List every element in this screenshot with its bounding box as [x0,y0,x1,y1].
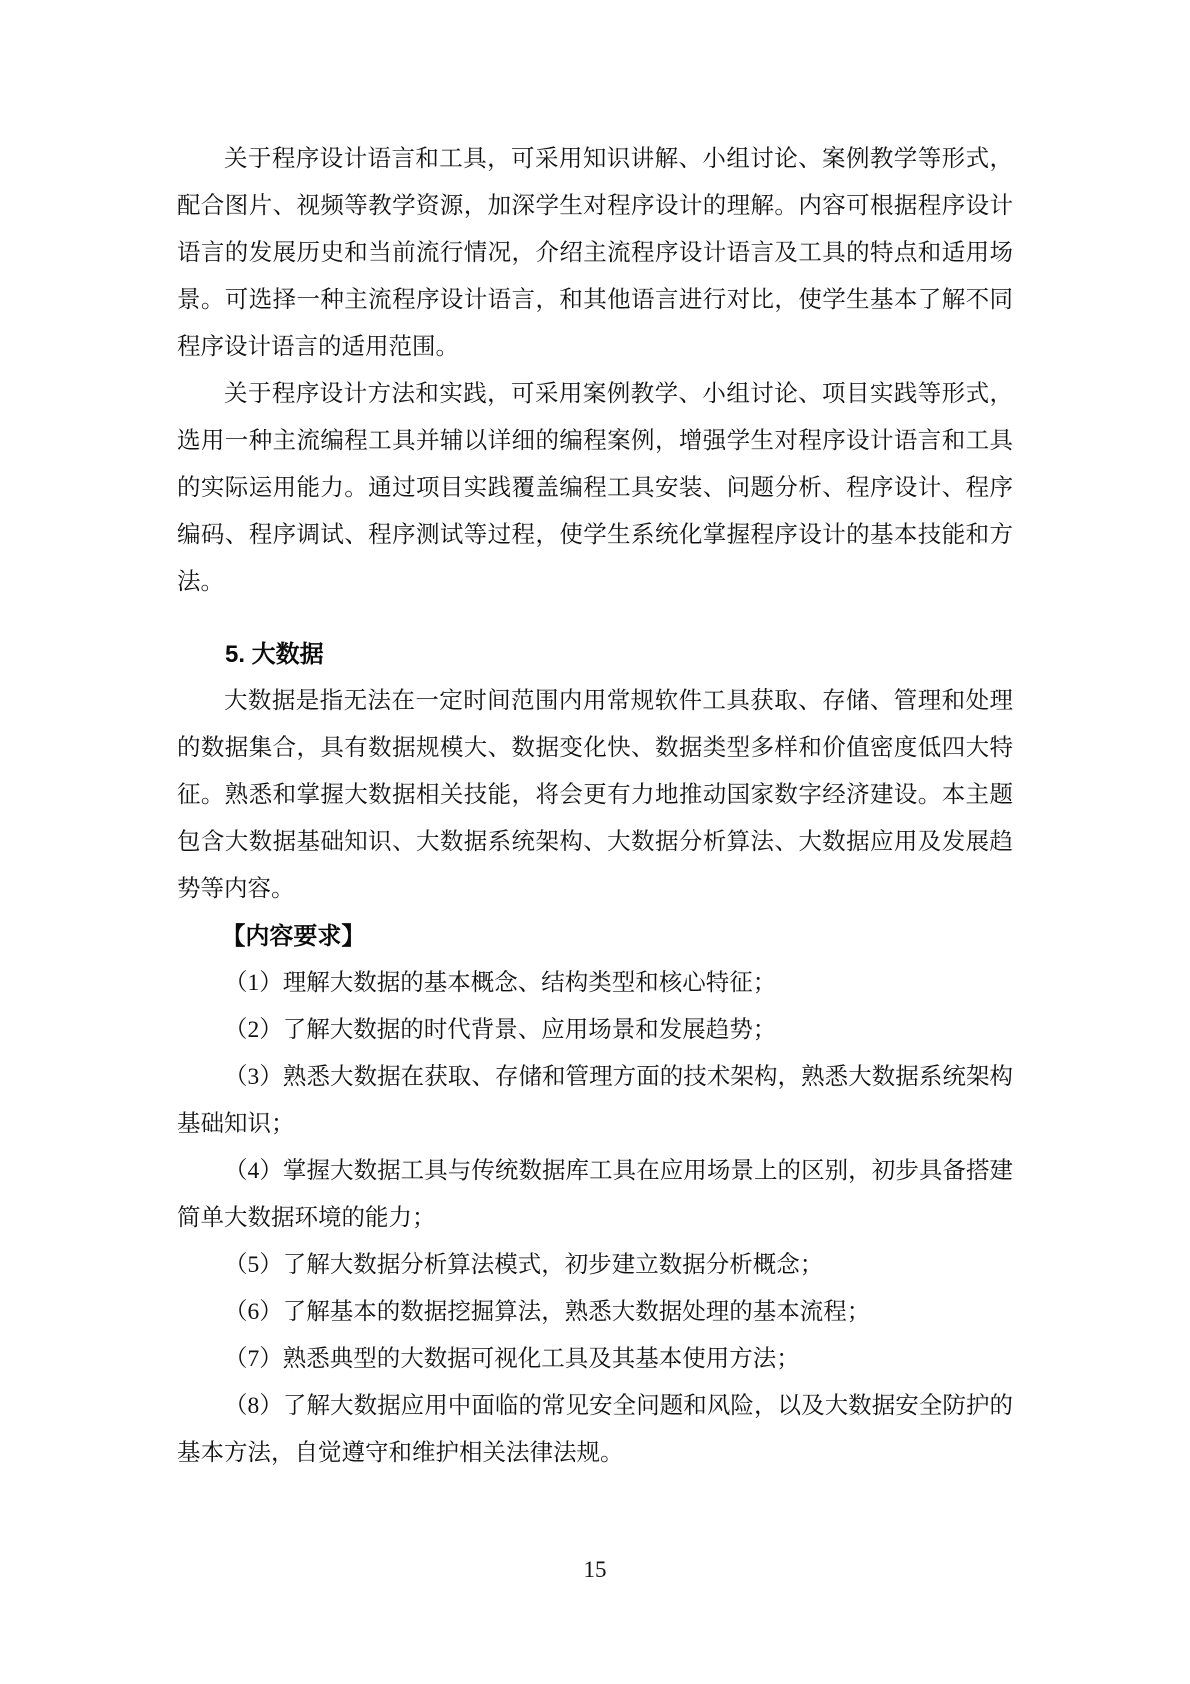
paragraph-big-data-intro: 大数据是指无法在一定时间范围内用常规软件工具获取、存储、管理和处理的数据集合，具有数据规模大、数据变化快、数据类型多样和价值密度低四大特征。熟悉和掌握大数据相关技能，将会更有力地推动国家数字经济建设。本主题包含大数据基础知识、大数据系统架构、大数据分析算法、大数据应用及发展趋势等内容。 [177,688,1013,902]
requirement-item-5: （5）了解大数据分析算法模式，初步建立数据分析概念； [224,1252,824,1278]
requirement-item-2: （2）了解大数据的时代背景、应用场景和发展趋势； [224,1017,777,1043]
section-heading-big-data: 5. 大数据 [225,641,324,668]
requirement-item-7: （7）熟悉典型的大数据可视化工具及其基本使用方法； [224,1346,800,1372]
requirement-item-3: （3）熟悉大数据在获取、存储和管理方面的技术架构，熟悉大数据系统架构基础知识； [177,1064,1013,1137]
requirement-item-1: （1）理解大数据的基本概念、结构类型和核心特征； [224,970,777,996]
requirement-item-6: （6）了解基本的数据挖掘算法，熟悉大数据处理的基本流程； [224,1299,871,1325]
paragraph-programming-methods-practice: 关于程序设计方法和实践，可采用案例教学、小组讨论、项目实践等形式，选用一种主流编程工具并辅以详细的编程案例，增强学生对程序设计语言和工具的实际运用能力。通过项目实践覆盖编程工具安装、问题分析、程序设计、程序编码、程序调试、程序测试等过程，使学生系统化掌握程序设计的基本技能和方法。 [177,381,1013,595]
page-number: 15 [583,1557,607,1582]
paragraph-programming-languages-tools: 关于程序设计语言和工具，可采用知识讲解、小组讨论、案例教学等形式，配合图片、视频等教学资源，加深学生对程序设计的理解。内容可根据程序设计语言的发展历史和当前流行情况，介绍主流程序设计语言及工具的特点和适用场景。可选择一种主流程序设计语言，和其他语言进行对比，使学生基本了解不同程序设计语言的适用范围。 [177,146,1013,360]
page-content [177,136,1013,1477]
requirement-item-8: （8）了解大数据应用中面临的常见安全问题和风险，以及大数据安全防护的基本方法，自觉遵守和维护相关法律法规。 [177,1393,1013,1466]
content-requirements-heading: 【内容要求】 [221,923,366,950]
requirement-item-4: （4）掌握大数据工具与传统数据库工具在应用场景上的区别，初步具备搭建简单大数据环境的能力； [177,1158,1013,1231]
